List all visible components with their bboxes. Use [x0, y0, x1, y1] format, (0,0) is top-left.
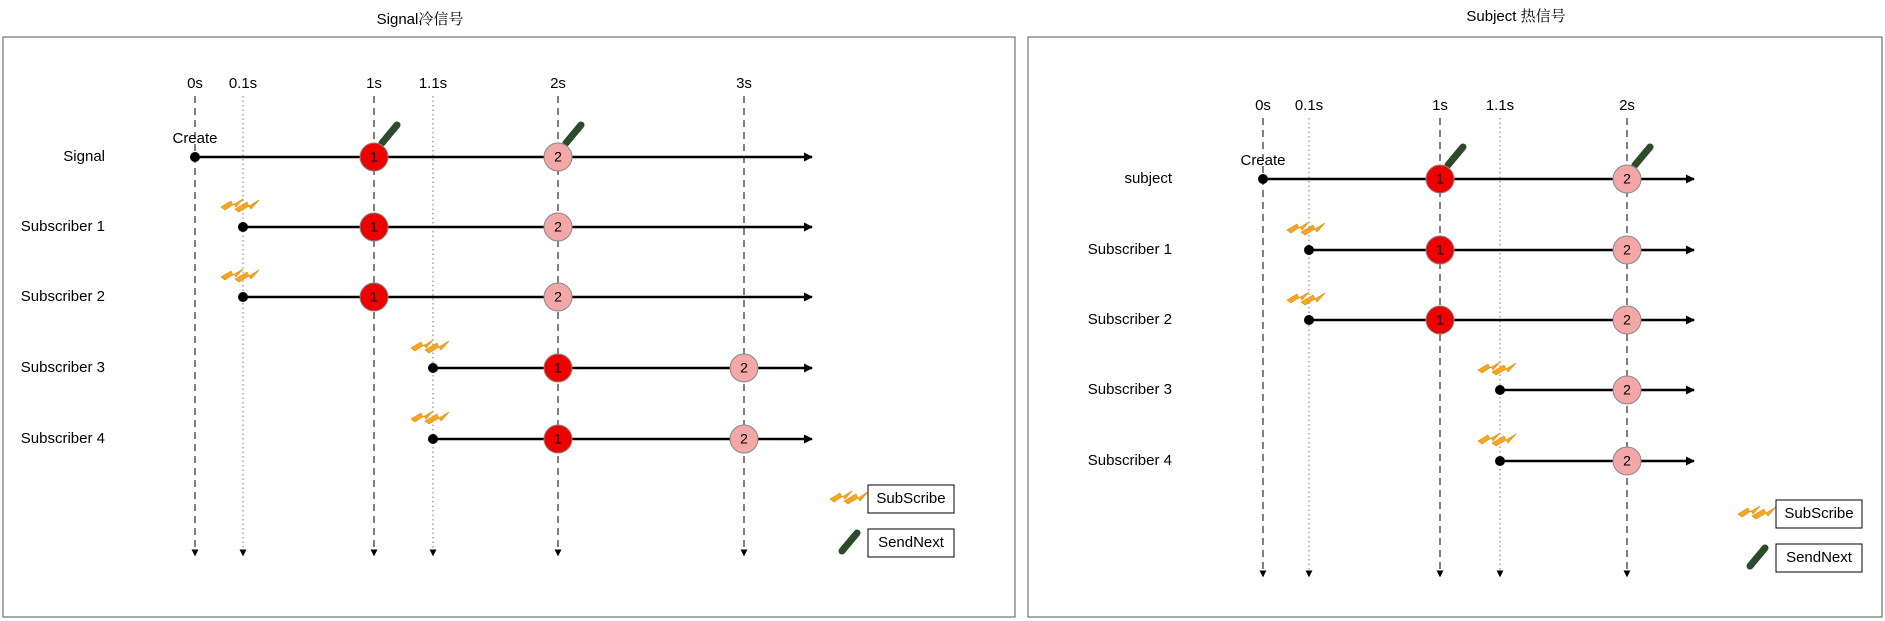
start-dot — [1304, 315, 1314, 325]
sendnext-icon — [1635, 147, 1650, 165]
start-dot — [238, 292, 248, 302]
row-label: subject — [1124, 169, 1172, 187]
start-dot — [1304, 245, 1314, 255]
row-label: Signal — [63, 147, 105, 165]
row-label: Subscriber 3 — [1087, 380, 1172, 398]
time-label: 2s — [550, 74, 566, 92]
lightning-bolt-icon — [221, 199, 259, 212]
right-panel-title: Subject 热信号 — [1466, 8, 1566, 25]
event-value: 2 — [1623, 311, 1631, 328]
time-label: 0s — [187, 74, 203, 92]
lightning-bolt-icon — [830, 491, 868, 504]
lightning-bolt-icon — [1478, 433, 1516, 446]
left-panel-frame — [3, 37, 1015, 617]
row-label: Subscriber 2 — [1087, 310, 1172, 328]
row-label: Subscriber 1 — [20, 217, 105, 235]
lightning-bolt-icon — [221, 269, 259, 282]
legend-subscribe-label: SubScribe — [1784, 504, 1854, 522]
left-legend — [830, 485, 954, 557]
row-label: Subscriber 1 — [1087, 240, 1172, 258]
time-label: 1s — [366, 74, 382, 92]
row-label: Subscriber 4 — [20, 429, 105, 447]
lightning-bolt-icon — [1287, 222, 1325, 235]
event-value: 1 — [370, 288, 378, 305]
row-label: Subscriber 2 — [20, 287, 105, 305]
create-label: Create — [1240, 151, 1286, 169]
event-value: 1 — [370, 218, 378, 235]
lightning-bolt-icon — [411, 340, 449, 353]
event-value: 1 — [1436, 170, 1444, 187]
start-dot — [1495, 456, 1505, 466]
event-value: 1 — [1436, 311, 1444, 328]
event-value: 2 — [1623, 170, 1631, 187]
legend-subscribe-label: SubScribe — [876, 489, 946, 507]
time-label: 1s — [1432, 96, 1448, 114]
event-value: 2 — [554, 288, 562, 305]
event-value: 2 — [740, 359, 748, 376]
legend-sendnext-label: SendNext — [878, 533, 944, 551]
time-label: 2s — [1619, 96, 1635, 114]
time-label: 3s — [736, 74, 752, 92]
event-value: 1 — [554, 359, 562, 376]
time-label: 0.1s — [228, 74, 258, 92]
right-panel — [1028, 37, 1882, 617]
event-value: 2 — [554, 148, 562, 165]
legend-sendnext-label: SendNext — [1786, 548, 1852, 566]
sendnext-icon — [1750, 548, 1765, 566]
left-panel-title: Signal冷信号 — [376, 11, 464, 28]
row-label: Subscriber 3 — [20, 358, 105, 376]
event-value: 1 — [370, 148, 378, 165]
lightning-bolt-icon — [1478, 362, 1516, 375]
start-dot — [238, 222, 248, 232]
lightning-bolt-icon — [1287, 292, 1325, 305]
create-label: Create — [172, 129, 218, 147]
sendnext-icon — [842, 533, 857, 551]
right-legend — [1738, 500, 1862, 572]
event-value: 1 — [1436, 241, 1444, 258]
event-value: 1 — [554, 430, 562, 447]
time-label: 1.1s — [418, 74, 448, 92]
start-dot — [428, 434, 438, 444]
start-dot — [428, 363, 438, 373]
event-value: 2 — [740, 430, 748, 447]
event-value: 2 — [1623, 241, 1631, 258]
time-label: 0.1s — [1294, 96, 1324, 114]
start-dot — [190, 152, 200, 162]
sendnext-icon — [566, 125, 581, 143]
event-value: 2 — [554, 218, 562, 235]
event-value: 2 — [1623, 381, 1631, 398]
time-label: 0s — [1255, 96, 1271, 114]
row-label: Subscriber 4 — [1087, 451, 1172, 469]
left-panel — [3, 37, 1015, 617]
lightning-bolt-icon — [1738, 506, 1776, 519]
sendnext-icon — [382, 125, 397, 143]
event-value: 2 — [1623, 452, 1631, 469]
start-dot — [1495, 385, 1505, 395]
start-dot — [1258, 174, 1268, 184]
time-label: 1.1s — [1485, 96, 1515, 114]
sendnext-icon — [1448, 147, 1463, 165]
lightning-bolt-icon — [411, 411, 449, 424]
